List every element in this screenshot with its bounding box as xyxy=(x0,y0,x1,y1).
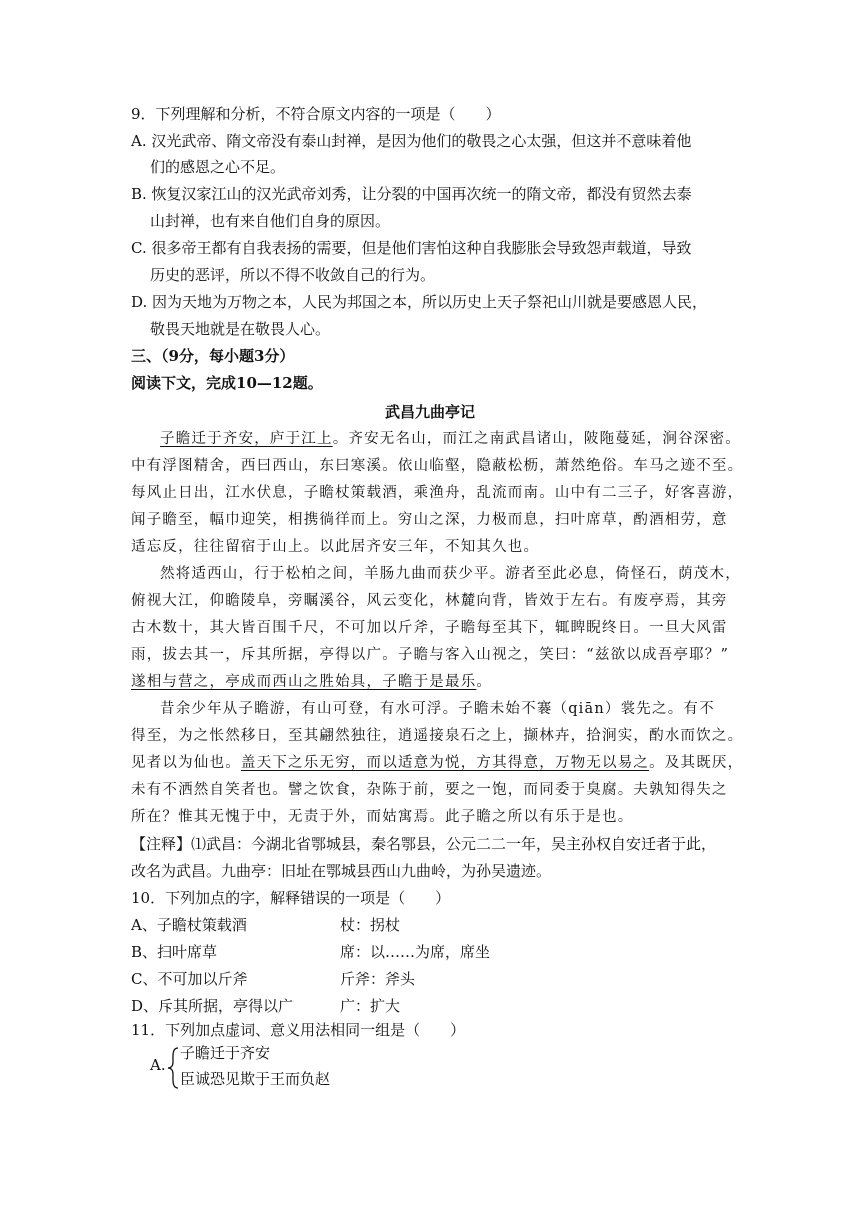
q10-option-c-gloss: 斤斧：斧头 xyxy=(340,970,416,988)
passage-line: 适忘反，往往留宿于山上。以此居齐安三年，不知其久也。 xyxy=(131,539,540,555)
q9-option-c: C. 很多帝王都有自我表扬的需要，但是他们害怕这种自我膨胀会导致怨声载道，导致 xyxy=(131,239,692,257)
passage-line: 所在？惟其无愧于中，无责于外，而姑寓焉。此子瞻之所以有乐于是也。 xyxy=(131,809,634,825)
passage-line: 每风止日出，江水伏息，子瞻杖策载酒，乘渔舟，乱流而南。山中有二三子，好客喜游， xyxy=(131,485,744,501)
passage-line: 中有浮图精舍，西曰西山，东曰寒溪。依山临壑，隐蔽松枥，萧然绝俗。车马之迹不至。 xyxy=(131,458,744,474)
brace-icon xyxy=(166,1046,180,1090)
section-instruction: 阅读下文，完成10—12题。 xyxy=(131,374,323,392)
q11-stem: 11．下列加点虚词、意义用法相同一组是（ ） xyxy=(131,1021,466,1039)
passage-line xyxy=(131,669,492,695)
underlined-sentence: 盖天下之乐无穷，而以适意为悦，方其得意，万物无以易之 xyxy=(240,755,650,771)
q9-option-d-cont: 敬畏天地就是在敬畏人心。 xyxy=(150,320,331,338)
passage-text: 。 xyxy=(476,674,493,690)
q10-option-d xyxy=(131,993,831,1019)
q10-option-a-text: A、子瞻杖策载酒 xyxy=(131,916,247,934)
passage-line: 得至，为之怅然移日，至其翩然独往，逍遥接泉石之上，撷林卉，拾涧实，酌水而饮之。 xyxy=(131,728,744,744)
passage-line: 未有不洒然自笑者也。譬之饮食，杂陈于前，要之一饱，而同委于臭腐。夫孰知得失之 xyxy=(131,782,728,798)
q11-option-a-line1: 子瞻迁于齐安 xyxy=(180,1044,271,1062)
underlined-sentence: 遂相与营之，亭成而西山之胜始具，子瞻于是最乐 xyxy=(131,674,477,690)
q9-option-a: A. 汉光武帝、隋文帝没有泰山封禅，是因为他们的敬畏之心太强，但这并不意味着他 xyxy=(131,132,692,150)
annotation-note: 【注释】⑴武昌：今湖北省鄂城县，秦名鄂县，公元二二一年，吴主孙权自安迁者于此， xyxy=(131,835,717,853)
q9-option-b: B. 恢复汉家江山的汉光武帝刘秀，让分裂的中国再次统一的隋文帝，都没有贸然去泰 xyxy=(131,185,692,203)
passage-line: 昔余少年从子瞻游，有山可登，有水可浮。子瞻未始不褰（qiān）裳先之。有不 xyxy=(160,701,715,717)
q10-option-c-text: C、不可加以斤斧 xyxy=(131,970,248,988)
q10-option-d-text: D、斥其所据，亭得以广 xyxy=(131,997,294,1015)
annotation-note-cont: 改名为武昌。九曲亭：旧址在鄂城县西山九曲岭，为孙吴遗迹。 xyxy=(131,862,552,880)
q9-option-c-cont: 历史的恶评，所以不得不收敛自己的行为。 xyxy=(150,266,436,284)
q11-option-a-label: A. xyxy=(150,1056,166,1074)
q9-option-d: D. 因为天地为万物之本，人民为邦国之本，所以历史上天子祭祀山川就是要感恩人民， xyxy=(131,293,708,311)
passage-line xyxy=(160,426,741,452)
q10-stem: 10．下列加点的字，解释错误的一项是（ ） xyxy=(131,889,451,907)
q11-option-a-line2: 臣诚恐见欺于王而负赵 xyxy=(180,1070,331,1088)
q9-stem: 9．下列理解和分析，不符合原文内容的一项是（ ） xyxy=(131,105,501,123)
section-heading: 三、（9分，每小题3分） xyxy=(131,347,295,365)
q9-option-b-cont: 山封禅，也有来自他们自身的原因。 xyxy=(150,212,391,230)
passage-line: 雨，拔去其一，斥其所据，亭得以广。子瞻与客入山视之，笑曰：“兹欲以成吾亭耶？” xyxy=(131,647,730,663)
q11-option-a xyxy=(150,1042,340,1094)
passage-line: 古木数十，其大皆百围千尺，不可加以斤斧，子瞻每至其下，辄睥睨终日。一旦大风雷 xyxy=(131,620,728,636)
passage-text: 见者以为仙也。 xyxy=(131,755,241,771)
q10-option-d-gloss: 广：扩大 xyxy=(340,997,401,1015)
q10-option-a-gloss: 杖：拐杖 xyxy=(340,916,401,934)
passage-line: 俯视大江，仰瞻陵阜，旁瞩溪谷，风云变化，林麓向背，皆效于左右。有废亭焉，其旁 xyxy=(131,593,728,609)
underlined-sentence: 子瞻迁于齐安，庐于江上 xyxy=(160,431,333,447)
passage-line: 然将适西山，行于松柏之间，羊肠九曲而获少平。游者至此必息，倚怪石，荫茂木， xyxy=(160,566,741,582)
passage-text: 。齐安无名山，而江之南武昌诸山，陂陁蔓延，涧谷深密。 xyxy=(332,431,741,447)
q10-option-b-text: B、扫叶席草 xyxy=(131,943,218,961)
q10-option-b-gloss: 席：以……为席，席坐 xyxy=(340,943,491,961)
passage-line xyxy=(131,750,743,776)
passage-text: 。及其既厌， xyxy=(649,755,744,771)
q10-option-c xyxy=(131,966,831,992)
q10-option-b xyxy=(131,939,831,965)
q10-option-a xyxy=(131,912,831,938)
passage-title: 武昌九曲亭记 xyxy=(384,403,475,421)
q9-option-a-cont: 们的感恩之心不足。 xyxy=(150,158,286,176)
passage-line: 闻子瞻至，幅巾迎笑，相携徜徉而上。穷山之深，力极而息，扫叶席草，酌酒相劳，意 xyxy=(131,512,728,528)
